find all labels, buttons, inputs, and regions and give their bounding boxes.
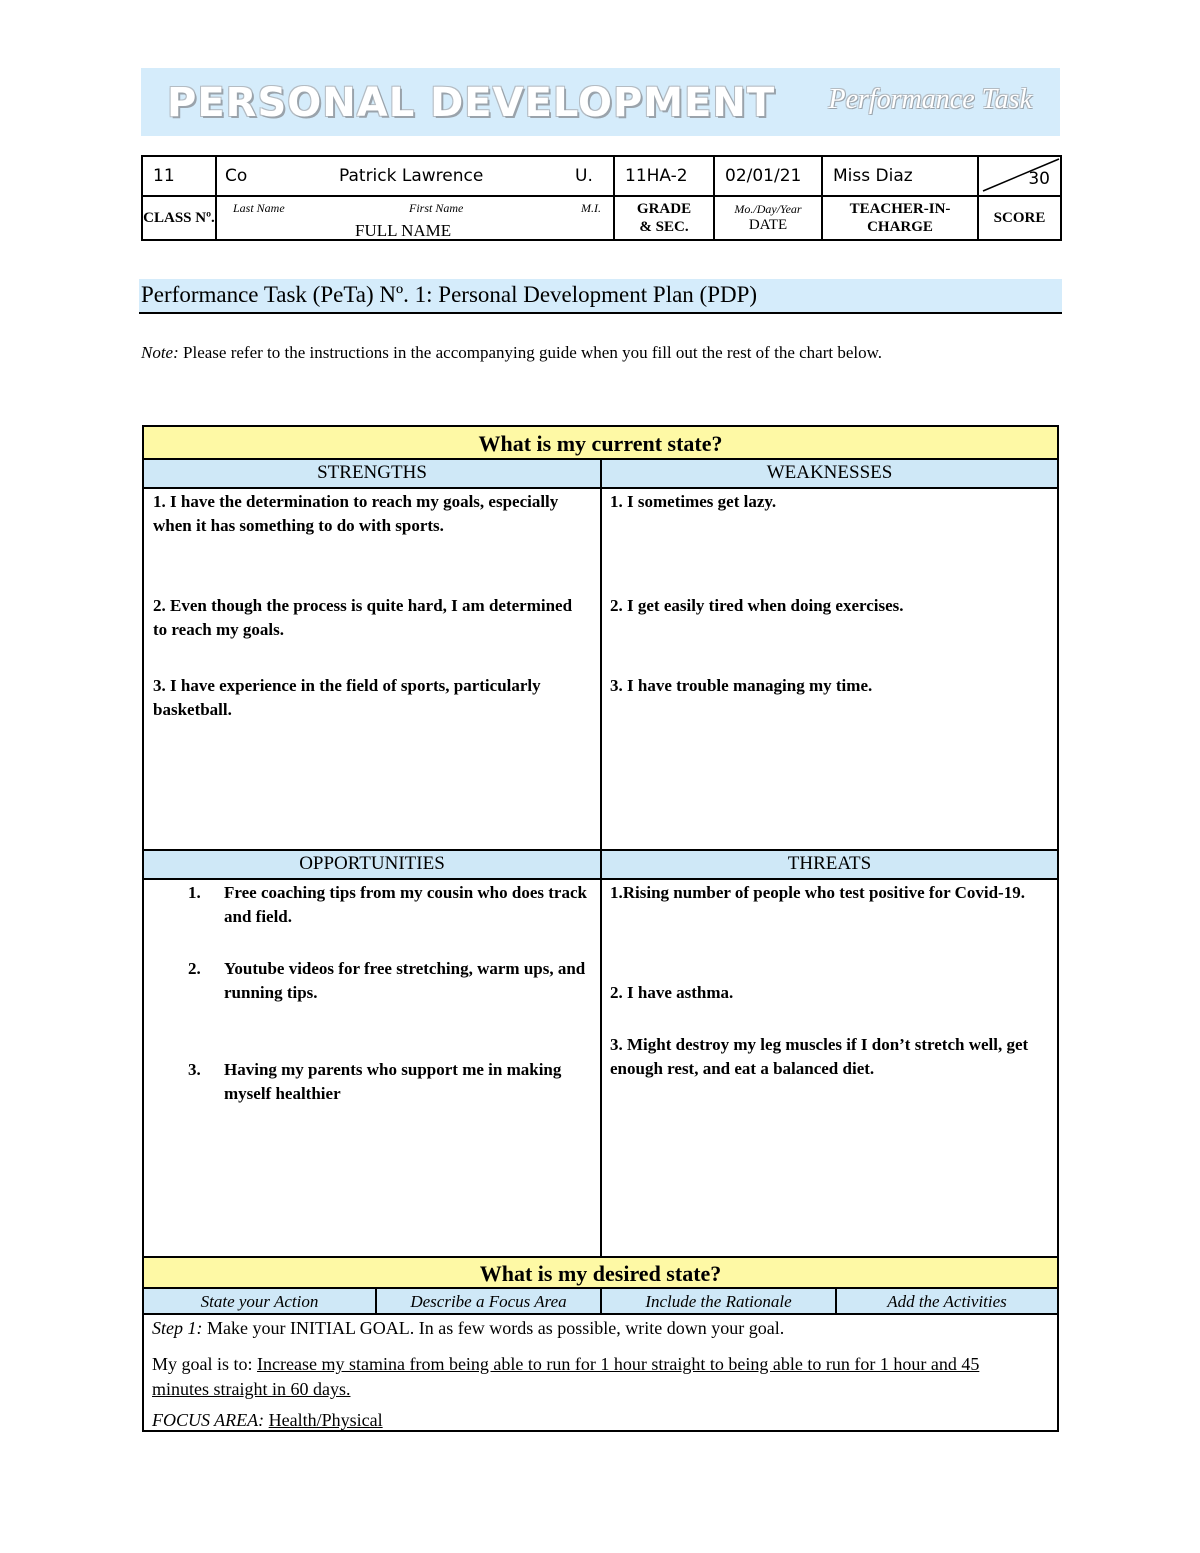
pdp-chart [142,425,1059,1432]
grade-label-line2: & SEC. [639,219,689,235]
date-caption: DATE [748,217,788,234]
teacher-value[interactable]: Miss Diaz [822,156,978,196]
goal-label: My goal is to: [152,1354,258,1374]
peta-heading-bar [139,279,1062,314]
goal-text[interactable]: Increase my stamina from being able to run for 1 hour straight to being able to run for 1 hour and 45 minutes straight in 60 days. [152,1354,980,1399]
opportunity-item: Having my parents who support me in making myself healthier [224,1060,562,1103]
opportunity-item: Free coaching tips from my cousin who does track and field. [224,883,587,926]
threat-item: 2. I have asthma. [610,983,734,1002]
weakness-item: 1. I sometimes get lazy. [610,492,777,511]
teacher-label [822,196,978,240]
strength-item: 1. I have the determination to reach my goals, especially when it has something to do with sports. [153,492,559,535]
note-label: Note: [141,343,179,362]
full-name-label [216,196,614,240]
banner-title: PERSONAL DEVELOPMENT [167,80,776,126]
focus-area-label: FOCUS AREA: [152,1410,265,1430]
weakness-item: 3. I have trouble managing my time. [610,676,873,695]
step-state-action: State your Action [200,1292,319,1311]
last-name-label: Last Name [233,201,285,215]
weakness-item: 2. I get easily tired when doing exercises. [610,596,904,615]
goal-statement [152,1352,1022,1402]
step1-text: Make your INITIAL GOAL. In as few words as possible, write down your goal. [202,1318,785,1338]
desired-state-heading: What is my desired state? [144,1258,1057,1289]
step-activities: Add the Activities [887,1292,1007,1311]
strength-item: 3. I have experience in the field of sports, particularly basketball. [153,676,541,719]
full-name-value[interactable] [216,156,614,196]
opportunity-number: 2. [188,959,201,978]
class-no-value[interactable]: 11 [142,156,216,196]
first-name-label: First Name [409,201,464,215]
threat-item: 1.Rising number of people who test positive for Covid-19. [610,883,1025,902]
score-value: 30 [1028,169,1050,189]
focus-area-line [152,1410,1052,1431]
mi-value[interactable]: U. [575,166,593,186]
mi-label: M.I. [581,201,601,215]
date-label [714,196,822,240]
opportunity-number: 1. [188,883,201,902]
threat-item: 3. Might destroy my leg muscles if I don’t stretch well, get enough rest, and eat a balanced diet. [610,1035,1029,1078]
student-info-table [141,155,1062,241]
grade-sec-label [614,196,714,240]
grade-label-line1: GRADE [636,201,692,217]
score-label: SCORE [978,196,1061,240]
score-value-cell[interactable] [978,156,1061,196]
step1-instruction [152,1318,1052,1339]
instruction-note [141,343,882,363]
step-focus-area: Describe a Focus Area [410,1292,567,1311]
opportunity-number: 3. [188,1060,201,1079]
class-no-label-text: CLASS Nº. [143,210,215,226]
full-name-caption: FULL NAME [355,221,452,240]
strengths-header: STRENGTHS [317,462,427,483]
opportunities-header: OPPORTUNITIES [299,853,445,874]
date-value[interactable]: 02/01/21 [714,156,822,196]
weaknesses-header: WEAKNESSES [766,462,893,483]
banner-subtitle: Performance Task [828,84,1032,115]
last-name-value[interactable]: Co [225,166,248,186]
peta-title: Performance Task (PeTa) Nº. 1: Personal Development Plan (PDP) [141,282,758,307]
teacher-label-line2: CHARGE [867,219,933,235]
header-banner [141,68,1060,136]
threats-header: THREATS [787,853,872,874]
teacher-label-line1: TEACHER-IN- [849,201,951,217]
grade-sec-value[interactable]: 11HA-2 [614,156,714,196]
focus-area-value[interactable]: Health/Physical [268,1410,383,1430]
strength-item: 2. Even though the process is quite hard, I am determined to reach my goals. [153,596,573,639]
current-state-heading: What is my current state? [144,427,1057,460]
date-format-label: Mo./Day/Year [734,201,802,216]
opportunity-item: Youtube videos for free stretching, warm ups, and running tips. [224,959,586,1002]
step1-label: Step 1: [152,1318,203,1338]
note-text: Please refer to the instructions in the accompanying guide when you fill out the rest of the chart below. [178,343,883,362]
class-no-label [142,196,216,240]
first-name-value[interactable]: Patrick Lawrence [339,166,484,186]
step-rationale: Include the Rationale [645,1292,792,1311]
